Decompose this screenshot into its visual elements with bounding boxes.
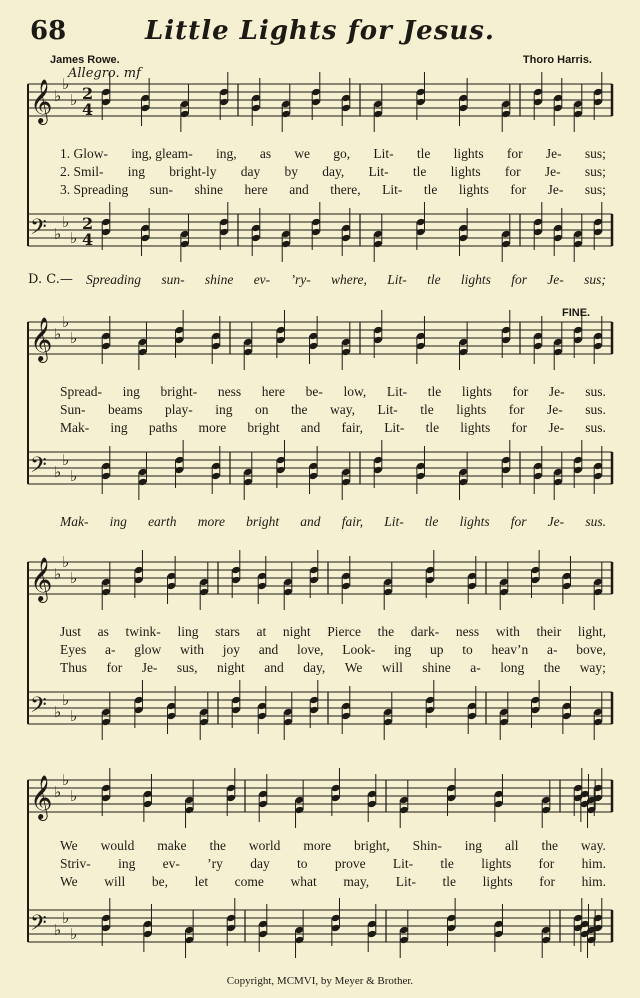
lyric-syllable: ev- — [253, 272, 271, 287]
lyric-syllable: will — [104, 874, 126, 889]
verse-1-line-4 — [60, 838, 606, 854]
flat-icon: ♭ — [62, 451, 70, 469]
lyric-syllable: shine — [422, 660, 451, 675]
lyric-syllable: the — [291, 402, 308, 417]
lyric-syllable: We — [344, 660, 363, 675]
lyric-syllable: for — [539, 874, 555, 889]
lyric-syllable: tle — [427, 384, 442, 399]
bass-clef-icon: 𝄢 — [30, 453, 47, 483]
lyric-syllable: sus; — [584, 182, 606, 197]
lyric-syllable: Je- — [544, 164, 561, 179]
lyric-syllable: sus; — [584, 164, 606, 179]
dc-label: D. C.— — [28, 272, 73, 287]
flat-icon: ♭ — [54, 921, 62, 939]
lyric-syllable: up — [430, 642, 444, 657]
lyric-syllable: Spreading — [86, 272, 141, 287]
lyric-syllable: as — [259, 146, 272, 161]
hymn-title: Little Lights for Jesus. — [145, 16, 495, 46]
lyric-syllable: ing — [394, 642, 412, 657]
lyric-syllable: all — [505, 838, 519, 853]
flat-icon: ♭ — [70, 707, 78, 725]
lyric-syllable: let — [194, 874, 209, 889]
lyric-syllable: Lit- — [368, 164, 389, 179]
lyric-syllable: where, — [331, 272, 367, 287]
lyric-syllable: shine — [204, 272, 234, 287]
bass-line-2 — [60, 514, 606, 530]
lyric-syllable: ing, — [215, 146, 237, 161]
lyric-syllable: lights — [460, 420, 491, 435]
lyric-syllable: lights — [458, 182, 489, 197]
lyric-syllable: Lit- — [382, 182, 403, 197]
lyric-syllable: shine — [194, 182, 223, 197]
lyric-syllable: low, — [343, 384, 367, 399]
lyric-syllable: bright — [247, 420, 280, 435]
lyric-syllable: for — [511, 272, 527, 287]
lyric-syllable: Je- — [547, 272, 564, 287]
lyric-syllable: sus; — [584, 146, 606, 161]
flat-icon: ♭ — [70, 329, 78, 347]
lyric-syllable: Je- — [545, 146, 562, 161]
lyric-syllable: ’ry — [207, 856, 223, 871]
lyric-syllable: ing — [118, 856, 136, 871]
flat-icon: ♭ — [70, 467, 78, 485]
lyric-syllable: for — [106, 660, 123, 675]
lyric-syllable: by — [284, 164, 298, 179]
lyric-syllable: ness — [455, 624, 480, 639]
lyric-syllable: ev- — [162, 856, 180, 871]
flat-icon: ♭ — [70, 569, 78, 587]
lyric-syllable: earth — [148, 514, 177, 529]
verse-1-line-2 — [60, 384, 606, 400]
lyric-syllable: and — [264, 660, 284, 675]
lyric-syllable: the — [541, 838, 558, 853]
lyric-syllable: night — [282, 624, 311, 639]
verse-1-line-1 — [60, 146, 606, 162]
lyric-syllable: ing, gleam- — [131, 146, 193, 161]
lyric-syllable: day — [240, 164, 261, 179]
lyric-syllable: Je- — [141, 660, 158, 675]
treble-clef-icon: 𝄞 — [30, 317, 53, 361]
lyric-syllable: day, — [322, 164, 345, 179]
lyric-syllable: sus. — [585, 420, 606, 435]
lyric-syllable: lights — [482, 874, 513, 889]
lyric-syllable: with — [179, 642, 204, 657]
lyric-syllable: tle — [427, 272, 441, 287]
lyric-syllable: fair, — [341, 514, 364, 529]
treble-clef-icon: 𝄞 — [30, 775, 53, 819]
lyric-syllable: tle — [412, 164, 427, 179]
lyric-syllable: bright- — [160, 384, 198, 399]
lyric-syllable: Lit- — [377, 402, 398, 417]
lyric-syllable: Mak- — [60, 514, 89, 529]
lyric-syllable: sus. — [585, 384, 606, 399]
lyric-syllable: the — [209, 838, 226, 853]
lyric-syllable: a- — [546, 642, 558, 657]
lyric-syllable: Mak- — [60, 420, 90, 435]
lyric-syllable: Look- — [342, 642, 376, 657]
lyric-syllable: Je- — [548, 420, 565, 435]
lyric-syllable: Je- — [547, 514, 565, 529]
lyric-syllable: tle — [442, 874, 457, 889]
flat-icon: ♭ — [70, 925, 78, 943]
lyric-syllable: to — [297, 856, 308, 871]
verse-2-line-1 — [60, 164, 606, 180]
lyric-syllable: Je- — [547, 402, 563, 417]
lyric-syllable: heav’n — [491, 642, 529, 657]
lyric-syllable: lights — [456, 402, 487, 417]
lyric-syllable: Spread- — [60, 384, 102, 399]
lyric-syllable: come — [234, 874, 264, 889]
lyric-syllable: 3. Spreading — [60, 182, 129, 197]
composer-credit: Thoro Harris. — [522, 54, 592, 66]
lyric-syllable: ing — [122, 384, 140, 399]
lyric-syllable: Pierce — [327, 624, 362, 639]
lyric-syllable: lights — [481, 856, 512, 871]
lyric-syllable: may, — [343, 874, 370, 889]
dc-line — [86, 272, 606, 288]
flat-icon: ♭ — [70, 787, 78, 805]
lyric-syllable: glow — [134, 642, 162, 657]
lyric-syllable: world — [248, 838, 281, 853]
lyric-syllable: lights — [450, 164, 481, 179]
verse-3-line-3 — [60, 660, 606, 676]
flat-icon: ♭ — [70, 91, 78, 109]
lyric-syllable: there, — [330, 182, 361, 197]
lyric-syllable: and — [258, 642, 279, 657]
lyric-syllable: bright — [246, 514, 280, 529]
lyric-syllable: sun- — [149, 182, 173, 197]
lyric-syllable: for — [538, 856, 555, 871]
lyric-syllable: ing — [109, 514, 127, 529]
flat-icon: ♭ — [54, 703, 62, 721]
bass-clef-icon: 𝄢 — [30, 693, 47, 723]
lyric-syllable: Je- — [547, 182, 564, 197]
lyric-syllable: more — [197, 514, 225, 529]
lyric-syllable: what — [290, 874, 317, 889]
verse-1-line-3 — [60, 624, 606, 640]
lyric-syllable: sus; — [584, 272, 606, 287]
lyric-syllable: a- — [470, 660, 481, 675]
flat-icon: ♭ — [62, 213, 70, 231]
lyric-syllable: the — [377, 624, 395, 639]
lyric-syllable: love, — [296, 642, 324, 657]
flat-icon: ♭ — [54, 463, 62, 481]
time-signature-bottom: 4 — [82, 100, 94, 119]
verse-3-line-4 — [60, 874, 606, 890]
lyric-syllable: stars — [215, 624, 240, 639]
lyric-syllable: Striv- — [60, 856, 91, 871]
flat-icon: ♭ — [62, 553, 70, 571]
lyric-syllable: go, — [333, 146, 351, 161]
lyric-syllable: Je- — [548, 384, 565, 399]
lyric-syllable: to — [462, 642, 473, 657]
lyric-syllable: for — [504, 164, 521, 179]
flat-icon: ♭ — [54, 87, 62, 105]
lyric-syllable: their — [536, 624, 562, 639]
lyric-syllable: and — [289, 182, 309, 197]
lyric-syllable: on — [255, 402, 269, 417]
treble-clef-icon: 𝄞 — [30, 557, 53, 601]
lyric-syllable: lights — [459, 514, 490, 529]
lyric-syllable: more — [303, 838, 332, 853]
lyric-syllable: tle — [416, 146, 431, 161]
flat-icon: ♭ — [62, 691, 70, 709]
lyric-syllable: way, — [330, 402, 356, 417]
lyric-syllable: light, — [577, 624, 606, 639]
lyric-syllable: Lit- — [392, 856, 414, 871]
verse-2-line-2 — [60, 402, 606, 418]
flat-icon: ♭ — [62, 909, 70, 927]
lyric-syllable: at — [256, 624, 267, 639]
flat-icon: ♭ — [54, 225, 62, 243]
lyric-syllable: Eyes — [60, 642, 87, 657]
lyricist-credit: James Rowe. — [50, 54, 120, 66]
lyric-syllable: ing — [464, 838, 483, 853]
lyric-syllable: tle — [424, 514, 439, 529]
lyric-syllable: ing — [215, 402, 233, 417]
verse-3-line-2 — [60, 420, 606, 436]
lyric-syllable: be, — [151, 874, 168, 889]
lyric-syllable: day — [250, 856, 270, 871]
lyric-syllable: 1. Glow- — [60, 146, 108, 161]
lyric-syllable: here — [244, 182, 268, 197]
lyric-syllable: bright, — [354, 838, 390, 853]
lyric-syllable: Shin- — [412, 838, 442, 853]
fine-marking: FINE. — [562, 307, 591, 319]
lyric-syllable: for — [508, 402, 525, 417]
flat-icon: ♭ — [70, 229, 78, 247]
lyric-syllable: tle — [423, 182, 438, 197]
lyric-syllable: tle — [425, 420, 440, 435]
lyric-syllable: Lit- — [384, 420, 405, 435]
lyric-syllable: way; — [579, 660, 606, 675]
lyric-syllable: sus. — [585, 514, 606, 529]
lyric-syllable: with — [495, 624, 520, 639]
lyric-syllable: fair, — [341, 420, 364, 435]
verse-2-line-3 — [60, 642, 606, 658]
lyric-syllable: more — [198, 420, 227, 435]
lyric-syllable: and — [300, 514, 321, 529]
lyric-syllable: prove — [334, 856, 366, 871]
flat-icon: ♭ — [62, 771, 70, 789]
lyric-syllable: lights — [453, 146, 484, 161]
lyric-syllable: Lit- — [387, 272, 407, 287]
lyric-syllable: Just — [60, 624, 82, 639]
lyric-syllable: lights — [461, 384, 492, 399]
lyric-syllable: for — [510, 514, 527, 529]
flat-icon: ♭ — [54, 783, 62, 801]
lyric-syllable: beams — [108, 402, 143, 417]
lyric-syllable: bove, — [576, 642, 606, 657]
lyric-syllable: him. — [581, 874, 606, 889]
lyric-syllable: we — [294, 146, 311, 161]
lyric-syllable: for — [506, 146, 523, 161]
flat-icon: ♭ — [54, 325, 62, 343]
lyric-syllable: sun- — [161, 272, 185, 287]
lyric-syllable: tle — [420, 402, 434, 417]
lyric-syllable: long — [500, 660, 525, 675]
lyric-syllable: We — [60, 838, 78, 853]
lyric-syllable: make — [157, 838, 187, 853]
lyric-syllable: for — [510, 182, 527, 197]
lyric-syllable: as — [97, 624, 109, 639]
lyric-syllable: night — [217, 660, 245, 675]
lyric-syllable: and — [300, 420, 321, 435]
lyric-syllable: day, — [303, 660, 326, 675]
lyric-syllable: Thus — [60, 660, 87, 675]
treble-clef-icon: 𝄞 — [30, 79, 53, 123]
time-signature-top: 2 — [82, 214, 94, 233]
lyric-syllable: paths — [148, 420, 178, 435]
flat-icon: ♭ — [62, 75, 70, 93]
lyric-syllable: will — [381, 660, 403, 675]
flat-icon: ♭ — [54, 565, 62, 583]
lyric-syllable: sus, — [176, 660, 198, 675]
lyric-syllable: lights — [460, 272, 491, 287]
lyric-syllable: ling — [177, 624, 199, 639]
copyright-notice: Copyright, MCMVI, by Meyer & Brother. — [226, 975, 414, 987]
lyric-syllable: Sun- — [60, 402, 86, 417]
lyric-syllable: ness — [217, 384, 242, 399]
lyric-syllable: bright-ly — [169, 164, 217, 179]
lyric-syllable: Lit- — [373, 146, 394, 161]
lyric-syllable: way. — [580, 838, 606, 853]
lyric-syllable: Lit- — [395, 874, 416, 889]
time-signature-bottom: 4 — [82, 230, 94, 249]
lyric-syllable: be- — [305, 384, 323, 399]
verse-2-line-4 — [60, 856, 606, 872]
lyric-syllable: ing — [127, 164, 146, 179]
bass-clef-icon: 𝄢 — [30, 215, 47, 245]
lyric-syllable: for — [512, 384, 529, 399]
lyric-syllable: him. — [581, 856, 606, 871]
lyric-syllable: Lit- — [384, 514, 404, 529]
page-number: 68 — [30, 16, 67, 46]
lyric-syllable: a- — [104, 642, 116, 657]
time-signature-top: 2 — [82, 84, 94, 103]
bass-clef-icon: 𝄢 — [30, 911, 47, 941]
lyric-syllable: We — [60, 874, 78, 889]
lyric-syllable: joy — [222, 642, 240, 657]
flat-icon: ♭ — [62, 313, 70, 331]
lyric-syllable: play- — [165, 402, 193, 417]
verse-3-line-1 — [60, 182, 606, 198]
lyric-syllable: ’ry- — [290, 272, 311, 287]
lyric-syllable: here — [261, 384, 285, 399]
lyric-syllable: ing — [110, 420, 128, 435]
lyric-syllable: would — [100, 838, 135, 853]
lyric-syllable: 2. Smil- — [60, 164, 104, 179]
lyric-syllable: Lit- — [386, 384, 408, 399]
lyric-syllable: dark- — [410, 624, 440, 639]
lyric-syllable: tle — [440, 856, 454, 871]
lyric-syllable: twink- — [125, 624, 161, 639]
tempo-marking: Allegro. mf — [68, 66, 141, 81]
lyric-syllable: for — [511, 420, 528, 435]
lyric-syllable: sus. — [585, 402, 606, 417]
lyric-syllable: the — [543, 660, 561, 675]
